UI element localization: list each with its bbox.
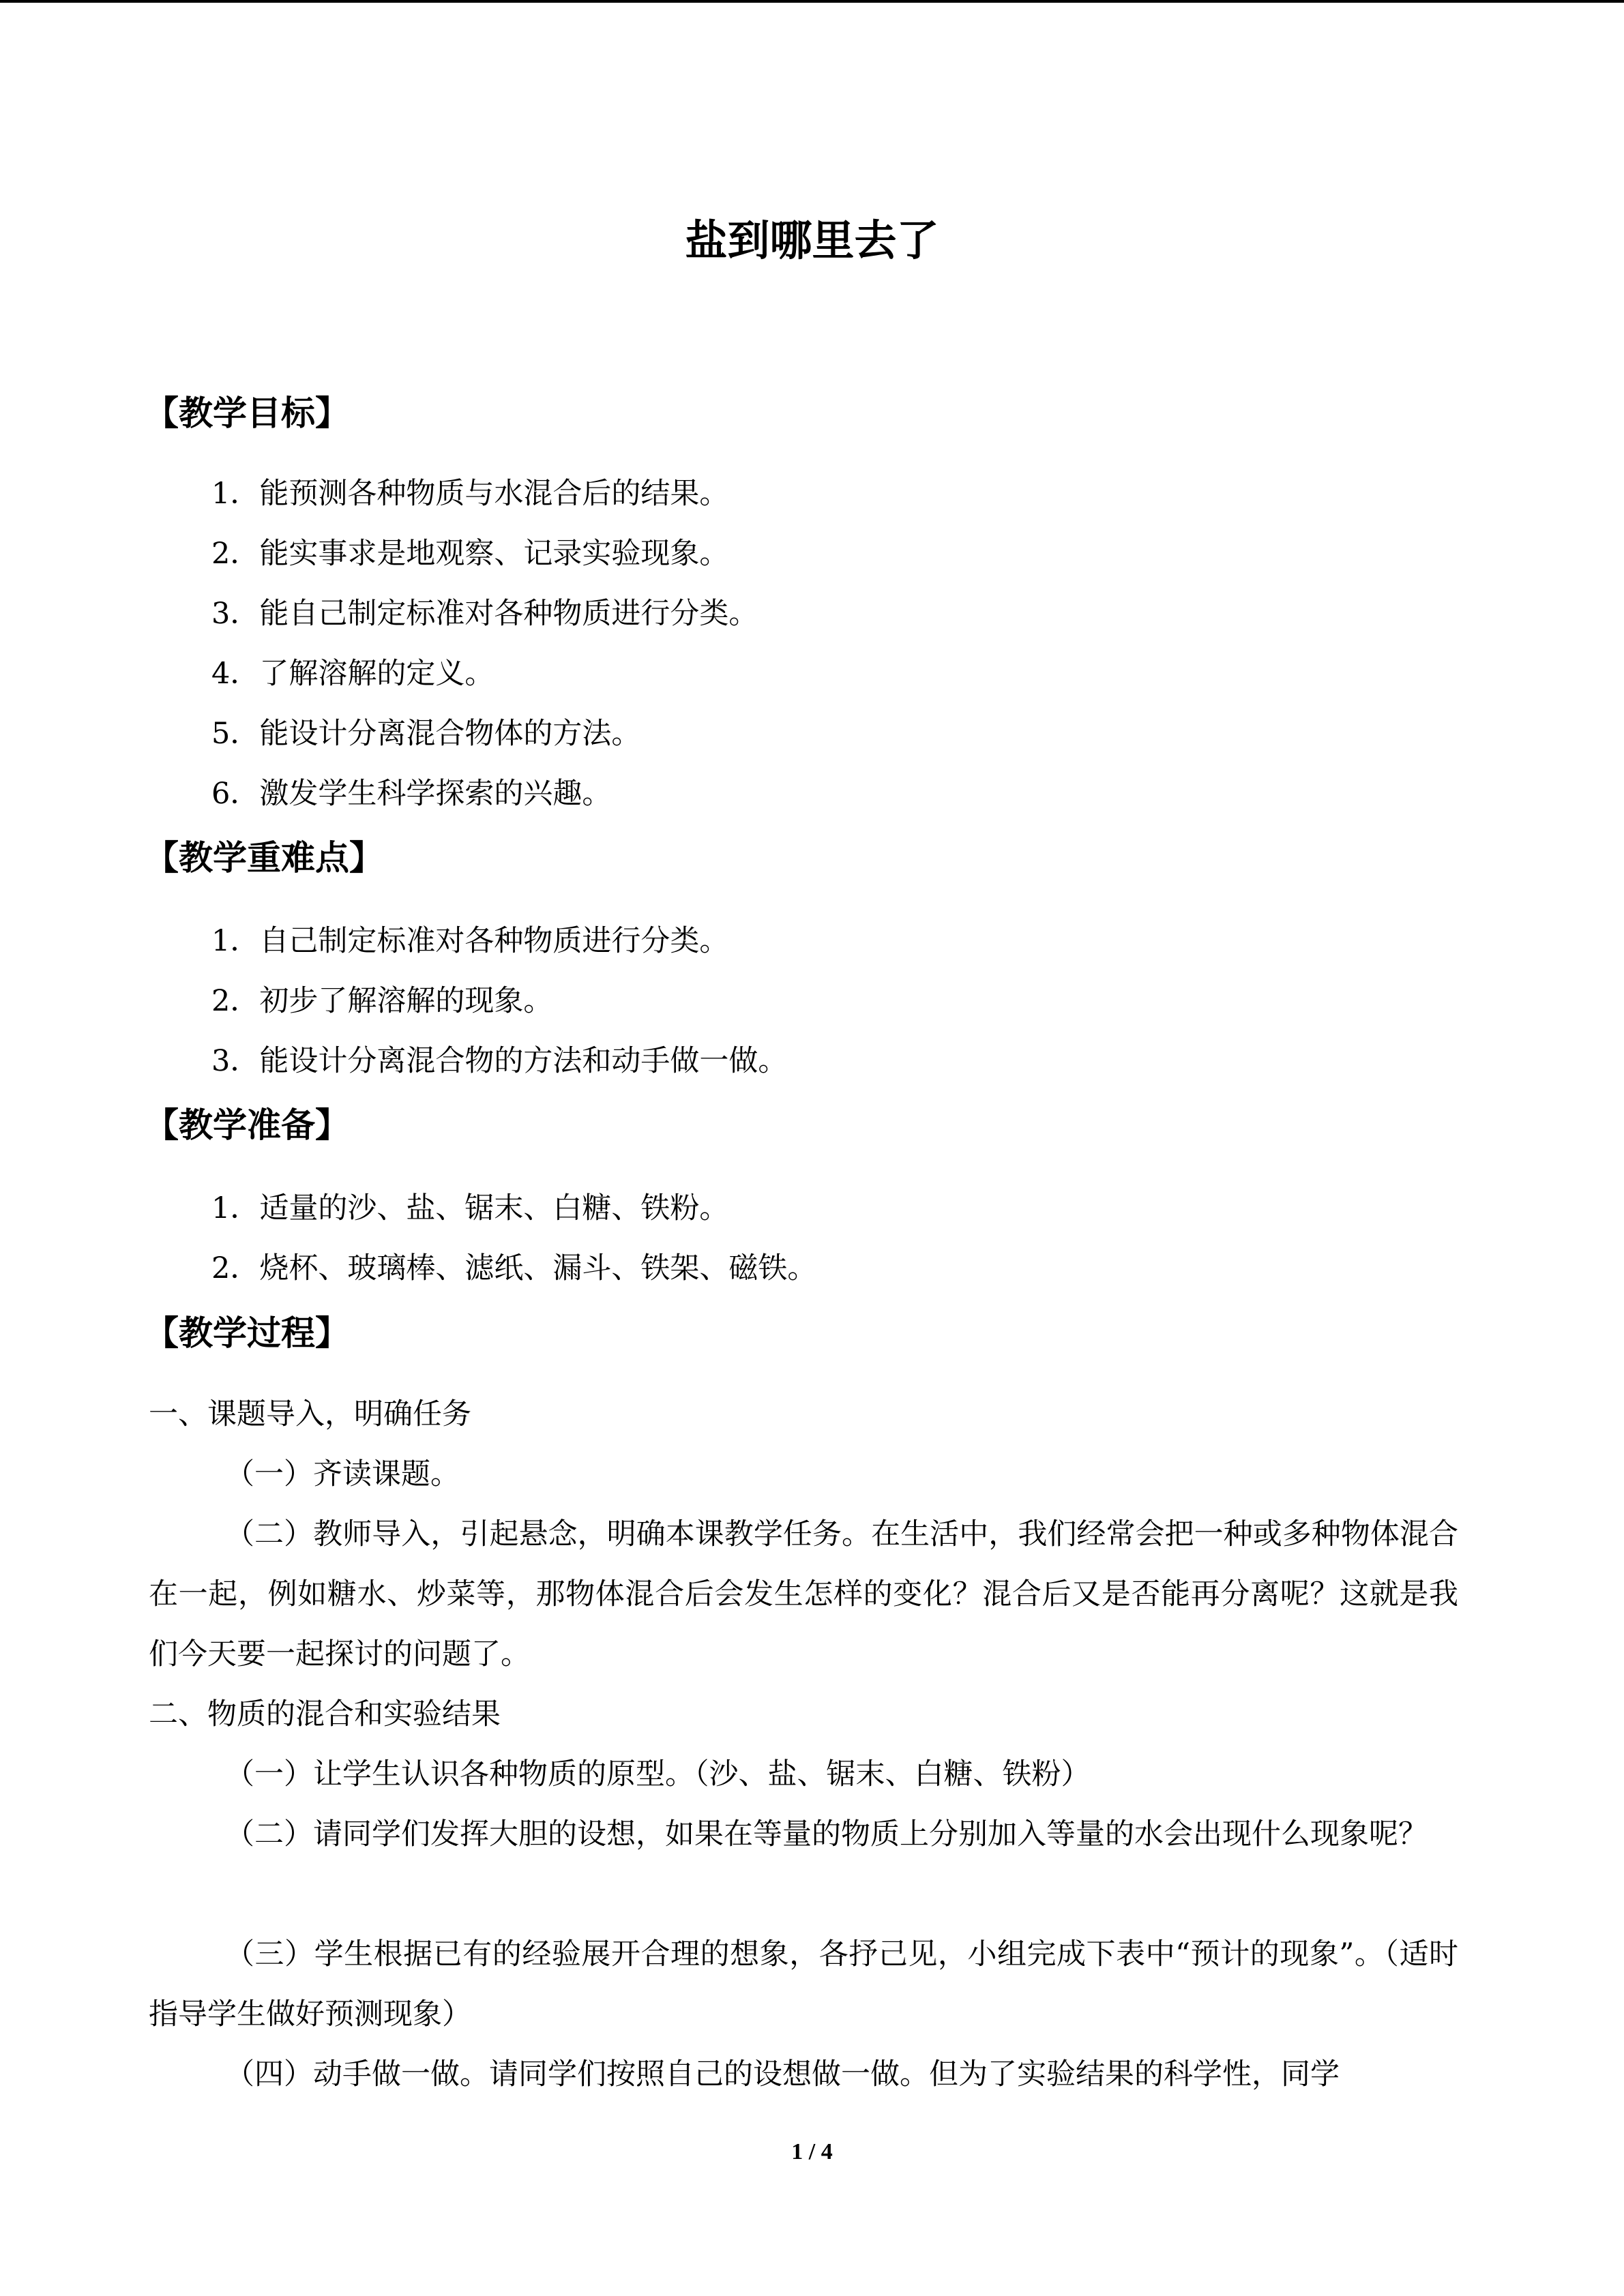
objective-item: 4．了解溶解的定义。 xyxy=(211,657,494,691)
process-paragraph: （一）齐读课题。 xyxy=(225,1457,460,1491)
page-number: 1 / 4 xyxy=(791,2139,833,2164)
key-point-item: 2．初步了解溶解的现象。 xyxy=(211,984,553,1018)
section-heading-key-points: 【教学重难点】 xyxy=(145,838,383,878)
process-paragraph: （二）请同学们发挥大胆的设想，如果在等量的物质上分别加入等量的水会出现什么现象呢？ xyxy=(225,1817,1428,1851)
process-paragraph: （二）教师导入，引起悬念，明确本课教学任务。在生活中，我们经常会把一种或多种物体混合在一起，例如糖水、炒菜等，那物体混合后会发生怎样的变化？混合后又是否能再分离呢？这就是我们今天要一起探讨的问题了。 xyxy=(149,1517,1458,1671)
process-subheading: 二、物质的混合和实验结果 xyxy=(149,1697,501,1731)
section-heading-preparation: 【教学准备】 xyxy=(145,1105,349,1145)
objective-item: 3．能自己制定标准对各种物质进行分类。 xyxy=(211,597,758,631)
preparation-item: 2．烧杯、玻璃棒、滤纸、漏斗、铁架、磁铁。 xyxy=(211,1251,817,1285)
key-point-item: 1．自己制定标准对各种物质进行分类。 xyxy=(211,924,729,958)
objective-item: 5．能设计分离混合物体的方法。 xyxy=(211,717,641,751)
preparation-item: 1．适量的沙、盐、锯末、白糖、铁粉。 xyxy=(211,1191,729,1225)
page-title: 盐到哪里去了 xyxy=(685,215,939,265)
key-point-item: 3．能设计分离混合物的方法和动手做一做。 xyxy=(211,1044,788,1078)
top-border-line xyxy=(0,0,1624,3)
objective-item: 1．能预测各种物质与水混合后的结果。 xyxy=(211,477,729,511)
section-heading-process: 【教学过程】 xyxy=(145,1313,349,1353)
process-paragraph: （一）让学生认识各种物质的原型。（沙、盐、锯末、白糖、铁粉） xyxy=(225,1757,1091,1791)
objective-item: 6．激发学生科学探索的兴趣。 xyxy=(211,777,612,811)
section-heading-objectives: 【教学目标】 xyxy=(145,393,349,433)
process-paragraph: （四）动手做一做。请同学们按照自己的设想做一做。但为了实验结果的科学性，同学 xyxy=(225,2057,1340,2091)
process-paragraph: （三）学生根据已有的经验展开合理的想象，各抒己见，小组完成下表中“预计的现象”。（适时指导学生做好预测现象） xyxy=(149,1937,1458,2031)
objective-item: 2．能实事求是地观察、记录实验现象。 xyxy=(211,537,729,571)
process-subheading: 一、课题导入，明确任务 xyxy=(149,1397,471,1431)
